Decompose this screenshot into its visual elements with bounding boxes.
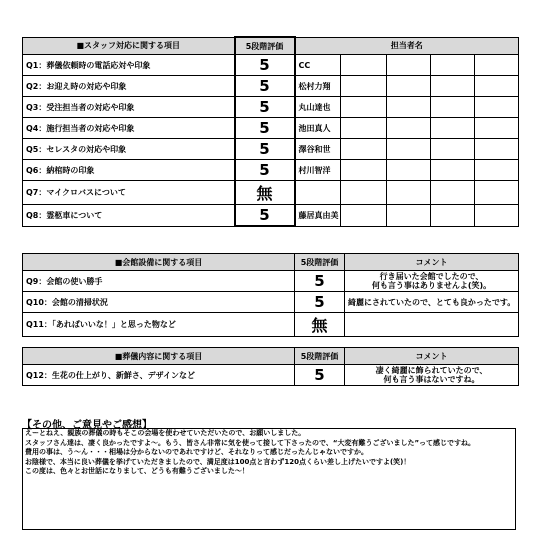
question-label: Q11：「あればいいな！」と思った物など bbox=[23, 313, 295, 337]
table-row bbox=[23, 365, 519, 386]
venue-evaluation-table bbox=[22, 253, 519, 337]
table-row bbox=[23, 160, 519, 181]
person-name: 池田真人 bbox=[295, 118, 341, 139]
feedback-line: スタッフさん達は、凄く良かったですよ～。もう、皆さん非常に気を使って接して下さったので、“大変有難うございました”って感じですね。 bbox=[25, 438, 476, 447]
table-row bbox=[23, 97, 519, 118]
table-row bbox=[23, 118, 519, 139]
question-label: Q1：葬儀依頼時の電話応対や印象 bbox=[23, 55, 235, 76]
person-name: 松村力翔 bbox=[295, 76, 341, 97]
table-row bbox=[23, 139, 519, 160]
score-value: 5 bbox=[235, 139, 295, 160]
question-label: Q12：生花の仕上がり、新鮮さ、デザインなど bbox=[23, 365, 295, 386]
comment-cell: 凄く綺麗に飾られていたので、 何も言う事はないですね。 bbox=[345, 365, 519, 386]
person-name bbox=[295, 181, 341, 205]
staff-header-person: 担当者名 bbox=[295, 37, 519, 55]
staff-header-score: 5段階評価 bbox=[235, 37, 295, 55]
score-value: 5 bbox=[295, 292, 345, 313]
question-label: Q2：お迎え時の対応や印象 bbox=[23, 76, 235, 97]
person-name: 丸山達也 bbox=[295, 97, 341, 118]
feedback-line: この度は、色々とお世話になりまして、どうも有難うございました～！ bbox=[25, 467, 249, 475]
question-label: Q7：マイクロバスについて bbox=[23, 181, 235, 205]
question-label: Q4：施行担当者の対応や印象 bbox=[23, 118, 235, 139]
score-value: 5 bbox=[235, 205, 295, 227]
question-label: Q9：会館の使い勝手 bbox=[23, 271, 295, 292]
table-row bbox=[23, 205, 519, 227]
question-label: Q8：霊柩車について bbox=[23, 205, 235, 227]
table-row bbox=[23, 55, 519, 76]
feedback-line: お陰様で、本当に良い葬儀を挙げていただきましたので、満足度は100点と言わず120点くらい差し上げたいですよ(笑)！ bbox=[25, 457, 411, 466]
feedback-title: 【その他、ご意見やご感想】 bbox=[22, 420, 152, 431]
funeral-header-score: 5段階評価 bbox=[295, 348, 345, 365]
person-name: CC bbox=[295, 55, 341, 76]
funeral-header-comment: コメント bbox=[345, 348, 519, 365]
person-name: 澤谷和世 bbox=[295, 139, 341, 160]
staff-header-item: ■スタッフ対応に関する項目 bbox=[23, 37, 235, 55]
score-value: 5 bbox=[235, 160, 295, 181]
comment-cell bbox=[345, 313, 519, 337]
question-label: Q5：セレスタの対応や印象 bbox=[23, 139, 235, 160]
score-value: 5 bbox=[295, 365, 345, 386]
staff-evaluation-table bbox=[22, 36, 519, 227]
question-label: Q6：納棺時の印象 bbox=[23, 160, 235, 181]
feedback-line: 費用の事は、う～ん・・・相場は分からないのであれですけど、それなりって感じだったんじゃないですか。 bbox=[25, 448, 368, 456]
score-value: 無 bbox=[295, 313, 345, 337]
table-row bbox=[23, 292, 519, 313]
table-row bbox=[23, 271, 519, 292]
person-name: 藤居真由美 bbox=[295, 205, 341, 227]
question-label: Q10：会館の清掃状況 bbox=[23, 292, 295, 313]
venue-header-score: 5段階評価 bbox=[295, 254, 345, 271]
score-value: 5 bbox=[295, 271, 345, 292]
score-value: 5 bbox=[235, 55, 295, 76]
score-value: 5 bbox=[235, 97, 295, 118]
table-row bbox=[23, 76, 519, 97]
table-row bbox=[23, 313, 519, 337]
table-row bbox=[23, 181, 519, 205]
score-value: 無 bbox=[235, 181, 295, 205]
comment-cell: 綺麗にされていたので、とても良かったです。 bbox=[345, 292, 519, 313]
score-value: 5 bbox=[235, 118, 295, 139]
question-label: Q3：受注担当者の対応や印象 bbox=[23, 97, 235, 118]
funeral-header-item: ■葬儀内容に関する項目 bbox=[23, 348, 295, 365]
venue-header-item: ■会館設備に関する項目 bbox=[23, 254, 295, 271]
feedback-box bbox=[22, 428, 516, 530]
comment-cell: 行き届いた会館でしたので、 何も言う事はありませんよ(笑)。 bbox=[345, 271, 519, 292]
funeral-evaluation-table bbox=[22, 347, 519, 386]
venue-header-comment: コメント bbox=[345, 254, 519, 271]
feedback-line: えーとねえ、親族の葬儀の時もそこの会場を使わせていただいたので、お願いしました。 bbox=[25, 429, 306, 437]
score-value: 5 bbox=[235, 76, 295, 97]
person-name: 村川智洋 bbox=[295, 160, 341, 181]
